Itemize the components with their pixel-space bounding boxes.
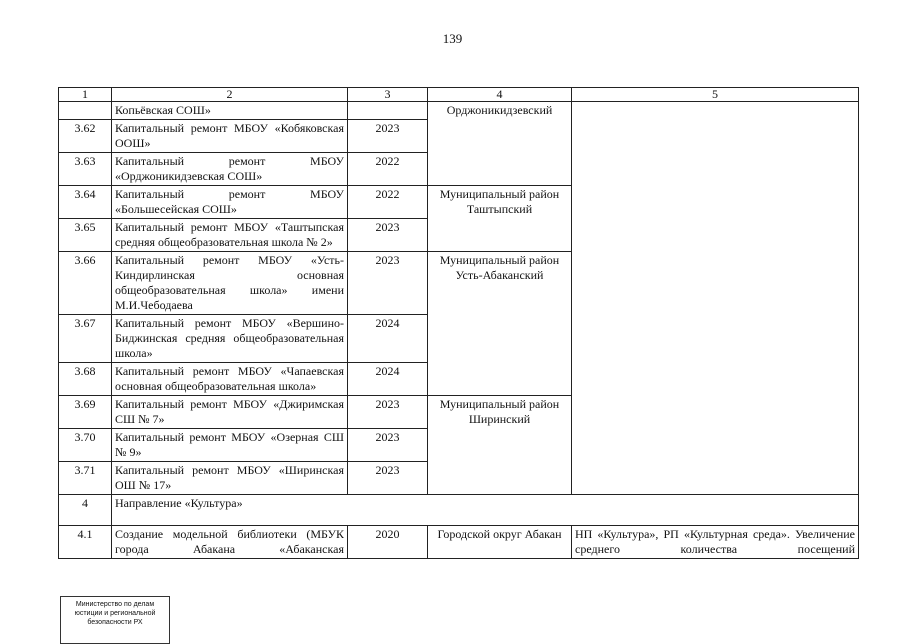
district-cell: Городской округ Абакан bbox=[428, 526, 572, 559]
row-number bbox=[59, 102, 112, 120]
year-cell: 2023 bbox=[348, 429, 428, 462]
district-cell: Муниципальный район Таштыпский bbox=[428, 186, 572, 252]
object-name: Копьёвская СОШ» bbox=[112, 102, 348, 120]
year-cell: 2023 bbox=[348, 396, 428, 429]
column-header: 3 bbox=[348, 88, 428, 102]
object-name: Капитальный ремонт МБОУ «Чапаевская основная общеобразовательная школа» bbox=[112, 363, 348, 396]
object-name: Капитальный ремонт МБОУ «Ширинская ОШ № 17» bbox=[112, 462, 348, 495]
project-cell-empty bbox=[572, 102, 859, 495]
row-number: 3.68 bbox=[59, 363, 112, 396]
object-name: Капитальный ремонт МБОУ «Орджоникидзевская СОШ» bbox=[112, 153, 348, 186]
row-number: 3.71 bbox=[59, 462, 112, 495]
column-header: 2 bbox=[112, 88, 348, 102]
object-name: Капитальный ремонт МБОУ «Озерная СШ № 9» bbox=[112, 429, 348, 462]
object-name: Капитальный ремонт МБОУ «Большесейская СОШ» bbox=[112, 186, 348, 219]
year-cell bbox=[348, 102, 428, 120]
object-name: Капитальный ремонт МБОУ «Кобяковская ООШ» bbox=[112, 120, 348, 153]
section-title: Направление «Культура» bbox=[112, 495, 859, 526]
row-number: 3.62 bbox=[59, 120, 112, 153]
table-header-row bbox=[59, 88, 859, 102]
registration-stamp bbox=[60, 596, 170, 644]
object-name: Капитальный ремонт МБОУ «Вершино-Биджинская средняя общеобразовательная школа» bbox=[112, 315, 348, 363]
row-number: 3.69 bbox=[59, 396, 112, 429]
stamp-line: безопасности РХ bbox=[87, 619, 143, 626]
district-cell: Орджоникидзевский bbox=[428, 102, 572, 186]
object-name: Капитальный ремонт МБОУ «Усть-Киндирлинская основная общеобразовательная школа» имени М.И.Чебодаева bbox=[112, 252, 348, 315]
stamp-line: юстиции и региональной bbox=[74, 610, 156, 617]
object-name: Создание модельной библиотеки (МБУК города Абакана «Абаканская bbox=[112, 526, 348, 559]
district-cell: Муниципальный район Ширинский bbox=[428, 396, 572, 495]
object-name: Капитальный ремонт МБОУ «Таштыпская средняя общеобразовательная школа № 2» bbox=[112, 219, 348, 252]
project-cell: НП «Культура», РП «Культурная среда». Увеличение среднего количества посещений bbox=[572, 526, 859, 559]
district-cell: Муниципальный район Усть-Абаканский bbox=[428, 252, 572, 396]
stamp-line: Министерство по делам bbox=[75, 601, 155, 608]
row-number: 4.1 bbox=[59, 526, 112, 559]
year-cell: 2024 bbox=[348, 363, 428, 396]
section-row bbox=[59, 495, 859, 526]
row-number: 3.63 bbox=[59, 153, 112, 186]
row-number: 3.64 bbox=[59, 186, 112, 219]
year-cell: 2023 bbox=[348, 120, 428, 153]
row-number: 3.70 bbox=[59, 429, 112, 462]
year-cell: 2020 bbox=[348, 526, 428, 559]
data-table bbox=[58, 87, 859, 559]
year-cell: 2024 bbox=[348, 315, 428, 363]
object-name: Капитальный ремонт МБОУ «Джиримская СШ № 7» bbox=[112, 396, 348, 429]
year-cell: 2023 bbox=[348, 219, 428, 252]
row-number: 3.65 bbox=[59, 219, 112, 252]
section-number: 4 bbox=[59, 495, 112, 526]
column-header: 5 bbox=[572, 88, 859, 102]
year-cell: 2023 bbox=[348, 462, 428, 495]
page-number: 139 bbox=[442, 31, 463, 46]
column-header: 4 bbox=[428, 88, 572, 102]
table-row bbox=[59, 102, 859, 120]
column-header: 1 bbox=[59, 88, 112, 102]
row-number: 3.66 bbox=[59, 252, 112, 315]
year-cell: 2022 bbox=[348, 153, 428, 186]
year-cell: 2023 bbox=[348, 252, 428, 315]
table-row bbox=[59, 526, 859, 559]
year-cell: 2022 bbox=[348, 186, 428, 219]
row-number: 3.67 bbox=[59, 315, 112, 363]
